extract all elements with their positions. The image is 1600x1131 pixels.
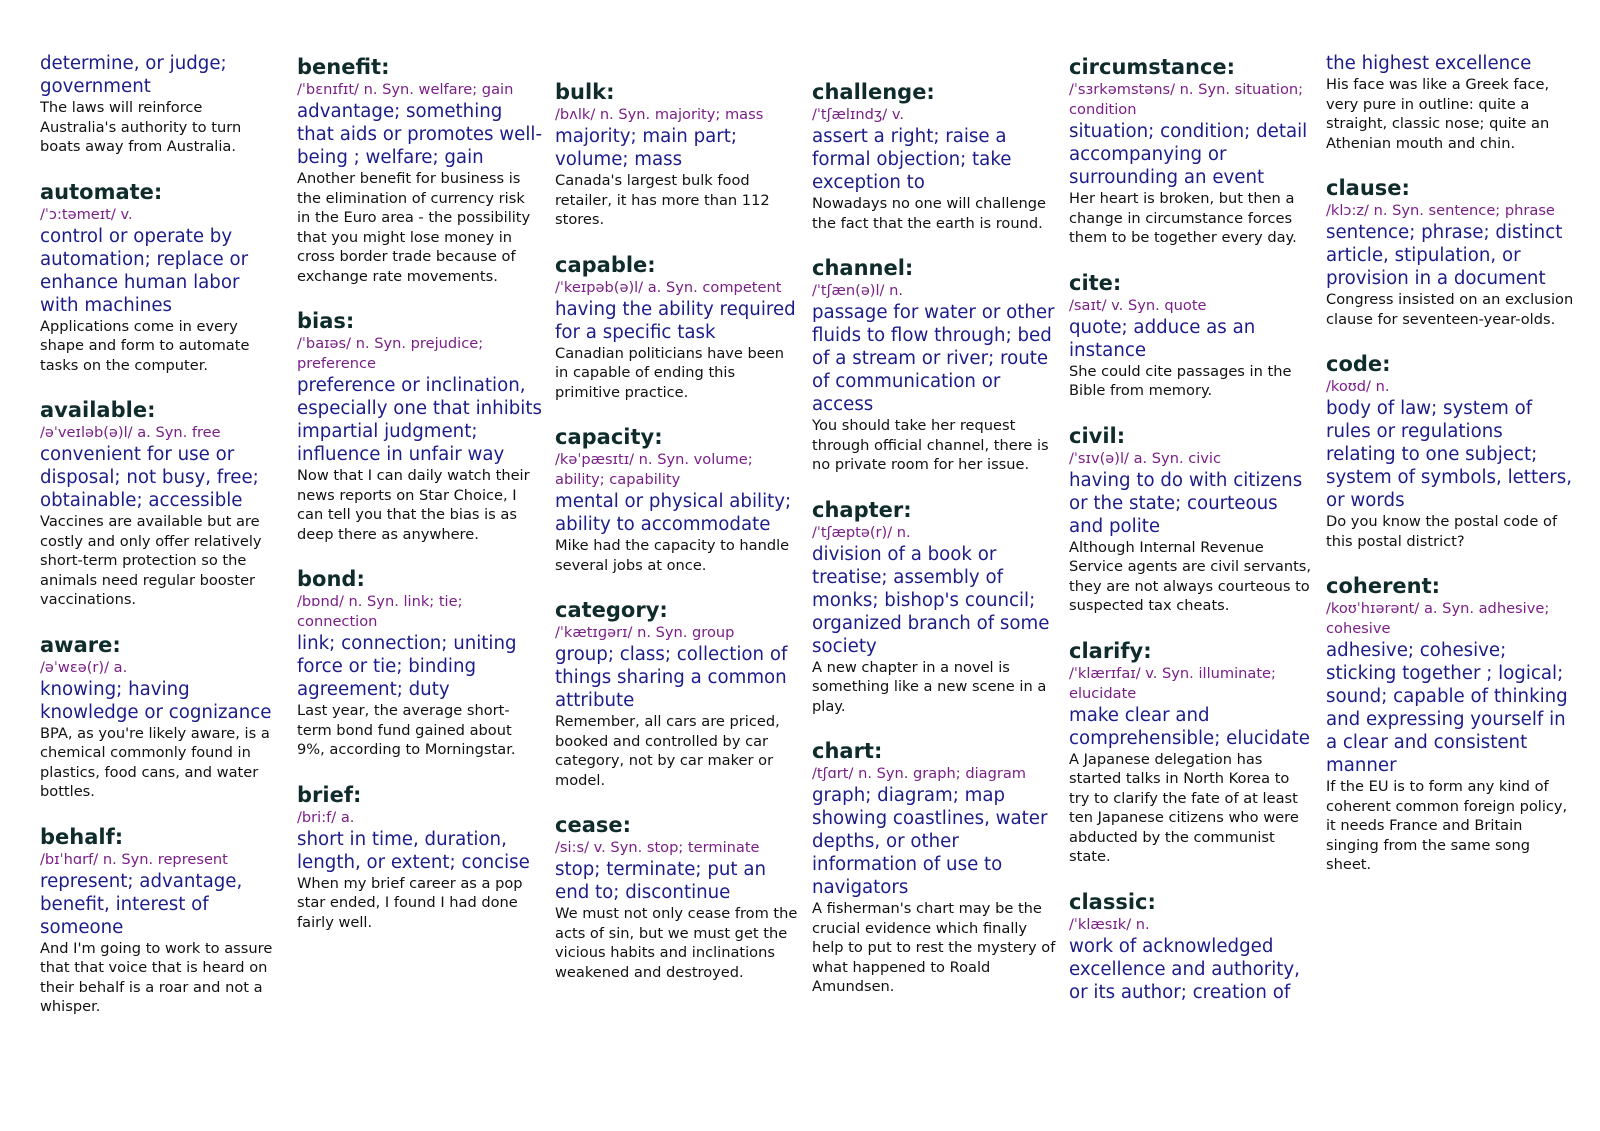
pronunciation: /ˈɔ:təmeɪt/ v. bbox=[40, 205, 133, 223]
headword: channel: bbox=[812, 256, 914, 280]
pronunciation: /klɔ:z/ n. Syn. sentence; phrase bbox=[1326, 202, 1555, 219]
entry-circumstance bbox=[1069, 54, 1314, 248]
pronunciation: /koʊˈhɪərənt/ a. Syn. adhesive; cohesive bbox=[1326, 600, 1550, 637]
definition: represent; advantage, benefit, interest of someone bbox=[40, 870, 243, 938]
definition: having the ability required for a specific task bbox=[555, 298, 796, 343]
headword: civil: bbox=[1069, 423, 1126, 448]
headword: automate: bbox=[40, 179, 163, 204]
pronunciation: /bri:f/ a. bbox=[297, 808, 355, 826]
entry-civil bbox=[1069, 423, 1314, 616]
example: Her heart is broken, but then a change in circumstance forces them to be together every day. bbox=[1069, 190, 1297, 246]
definition: determine, or judge; government bbox=[40, 53, 227, 97]
entry-cease bbox=[555, 812, 800, 982]
headword: benefit: bbox=[297, 55, 390, 79]
pronunciation: /ˈkætɪɡərɪ/ n. Syn. group bbox=[555, 624, 735, 641]
example: And I'm going to work to assure that that voice that is heard on their behalf is a roar and not a whisper. bbox=[40, 939, 273, 1015]
column-5 bbox=[1069, 54, 1314, 1026]
entry-available bbox=[40, 397, 275, 610]
pronunciation: /əˈwɛə(r)/ a. bbox=[40, 658, 128, 676]
definition: graph; diagram; map showing coastlines, water depths, or other information of use to navigators bbox=[812, 785, 1048, 898]
column-1 bbox=[40, 52, 275, 1039]
example: Last year, the average short-term bond fund gained about 9%, according to Morningstar. bbox=[297, 702, 516, 758]
entry-bond bbox=[297, 566, 542, 760]
pronunciation: /bɒnd/ n. Syn. link; tie; connection bbox=[297, 593, 463, 630]
headword: coherent: bbox=[1326, 574, 1441, 598]
definition: sentence; phrase; distinct article, stipulation, or provision in a document bbox=[1326, 222, 1563, 289]
definition: passage for water or other fluids to flow through; bed of a stream or river; route of communication or access bbox=[812, 302, 1055, 415]
entry-chapter bbox=[812, 497, 1057, 717]
example: Congress insisted on an exclusion clause for seventeen-year-olds. bbox=[1326, 291, 1574, 328]
example: We must not only cease from the acts of sin, but we must get the vicious habits and inclinations weakened and destroyed. bbox=[555, 905, 798, 981]
entry-benefit bbox=[297, 54, 542, 286]
headword: behalf: bbox=[40, 824, 124, 849]
entry-cite bbox=[1069, 270, 1314, 401]
entry-brief bbox=[297, 782, 542, 933]
entry-aware bbox=[40, 632, 275, 802]
definition: division of a book or treatise; assembly of monks; bishop's council; organized branch of some society bbox=[812, 543, 1050, 657]
definition: majority; main part; volume; mass bbox=[555, 126, 738, 170]
column-6 bbox=[1326, 52, 1576, 897]
example: She could cite passages in the Bible from memory. bbox=[1069, 362, 1292, 399]
example: A Japanese delegation has started talks in North Korea to try to clarify the fate of at least ten Japanese citizens who were abducted by the communist state. bbox=[1069, 750, 1299, 865]
headword: cease: bbox=[555, 813, 632, 837]
entry-code bbox=[1326, 351, 1576, 551]
pronunciation: /koʊd/ n. bbox=[1326, 378, 1390, 395]
pronunciation: /ˈtʃæn(ə)l/ n. bbox=[812, 282, 903, 299]
entry-behalf bbox=[40, 824, 275, 1017]
headword: clause: bbox=[1326, 176, 1410, 200]
example: You should take her request through official channel, there is no private room for her issue. bbox=[812, 417, 1049, 473]
example: Canada's largest bulk food retailer, it has more than 112 stores. bbox=[555, 172, 770, 228]
definition: make clear and comprehensible; elucidate bbox=[1069, 704, 1310, 749]
pronunciation: /kəˈpæsɪtɪ/ n. Syn. volume; ability; capability bbox=[555, 451, 753, 488]
pronunciation: /si:s/ v. Syn. stop; terminate bbox=[555, 839, 760, 856]
example: When my brief career as a pop star ended, I found I had done fairly well. bbox=[297, 874, 523, 931]
pronunciation: /əˈveɪləb(ə)l/ a. Syn. free bbox=[40, 424, 221, 441]
headword: bias: bbox=[297, 309, 355, 333]
headword: classic: bbox=[1069, 889, 1156, 914]
example: If the EU is to form any kind of coherent common foreign policy, it needs France and Britain singing from the same song sheet. bbox=[1326, 778, 1568, 873]
pronunciation: /bʌlk/ n. Syn. majority; mass bbox=[555, 106, 764, 123]
entry-clause bbox=[1326, 175, 1576, 329]
entry-continued-determine bbox=[40, 52, 275, 157]
definition: adhesive; cohesive; sticking together ; logical; sound; capable of thinking and expressing yourself in a clear and consistent manner bbox=[1326, 640, 1568, 776]
column-4 bbox=[812, 79, 1057, 1019]
pronunciation: /ˈklærɪfaɪ/ v. Syn. illuminate; elucidate bbox=[1069, 664, 1276, 702]
definition: body of law; system of rules or regulations relating to one subject; system of symbols, letters, or words bbox=[1326, 398, 1572, 511]
headword: clarify: bbox=[1069, 638, 1152, 663]
example: His face was like a Greek face, very pure in outline: quite a straight, classic nose; quite an Athenian mouth and chin. bbox=[1326, 76, 1550, 152]
definition: work of acknowledged excellence and authority, or its author; creation of bbox=[1069, 935, 1300, 1003]
column-2 bbox=[297, 54, 542, 954]
example: A fisherman's chart may be the crucial evidence which finally help to put to rest the mystery of what happened to Roald Amundsen. bbox=[812, 900, 1056, 995]
headword: bond: bbox=[297, 567, 365, 591]
pronunciation: /ˈkeɪpəb(ə)l/ a. Syn. competent bbox=[555, 278, 782, 296]
example: Although Internal Revenue Service agents are civil servants, they are not always courteous to suspected tax cheats. bbox=[1069, 538, 1312, 614]
definition: convenient for use or disposal; not busy, free; obtainable; accessible bbox=[40, 444, 259, 511]
example: A new chapter in a novel is something like a new scene in a play. bbox=[812, 658, 1047, 715]
entry-bulk bbox=[555, 79, 800, 230]
definition: control or operate by automation; replace or enhance human labor with machines bbox=[40, 225, 249, 316]
definition: situation; condition; detail accompanying or surrounding an event bbox=[1069, 121, 1308, 188]
pronunciation: /ˈtʃæptə(r)/ n. bbox=[812, 523, 911, 541]
pronunciation: /ˈklæsɪk/ n. bbox=[1069, 915, 1150, 933]
example: Remember, all cars are priced, booked and controlled by car category, not by car maker or model. bbox=[555, 713, 780, 789]
headword: cite: bbox=[1069, 270, 1122, 295]
entry-challenge bbox=[812, 79, 1057, 233]
example: Do you know the postal code of this postal district? bbox=[1326, 513, 1558, 550]
headword: bulk: bbox=[555, 80, 615, 104]
entry-capacity bbox=[555, 424, 800, 575]
definition: advantage; something that aids or promotes well-being ; welfare; gain bbox=[297, 101, 543, 168]
headword: capacity: bbox=[555, 425, 663, 449]
definition: stop; terminate; put an end to; discontinue bbox=[555, 859, 766, 903]
headword: available: bbox=[40, 398, 156, 422]
headword: brief: bbox=[297, 782, 362, 807]
example: Another benefit for business is the elimination of currency risk in the Euro area - the possibility that you might lose money in cross border trade because of exchange rate movements. bbox=[297, 170, 531, 285]
definition: assert a right; raise a formal objection; take exception to bbox=[812, 126, 1012, 193]
definition: knowing; having knowledge or cognizance bbox=[40, 678, 272, 723]
headword: chart: bbox=[812, 739, 883, 763]
entry-clarify bbox=[1069, 638, 1314, 867]
definition: short in time, duration, length, or extent; concise bbox=[297, 828, 530, 873]
definition: the highest excellence bbox=[1326, 53, 1532, 74]
definition: link; connection; uniting force or tie; binding agreement; duty bbox=[297, 633, 517, 700]
definition: preference or inclination, especially one that inhibits impartial judgment; influence in unfair way bbox=[297, 375, 542, 465]
example: Now that I can daily watch their news reports on Star Choice, I can tell you that the bias is as deep there as anywhere. bbox=[297, 467, 530, 543]
pronunciation: /ˈbaɪəs/ n. Syn. prejudice; preference bbox=[297, 335, 484, 372]
headword: code: bbox=[1326, 352, 1391, 376]
pronunciation: /saɪt/ v. Syn. quote bbox=[1069, 296, 1207, 314]
entry-automate bbox=[40, 179, 275, 376]
pronunciation: /tʃɑrt/ n. Syn. graph; diagram bbox=[812, 765, 1026, 782]
entry-coherent bbox=[1326, 573, 1576, 875]
headword: aware: bbox=[40, 632, 121, 657]
entry-category bbox=[555, 597, 800, 790]
example: Vaccines are available but are costly and only offer relatively short-term protection so the animals need regular booster vaccinations. bbox=[40, 513, 262, 608]
headword: category: bbox=[555, 598, 668, 622]
pronunciation: /bɪˈhɑrf/ n. Syn. represent bbox=[40, 850, 228, 868]
pronunciation: /ˈsɪv(ə)l/ a. Syn. civic bbox=[1069, 449, 1222, 467]
definition: mental or physical ability; ability to accommodate bbox=[555, 491, 792, 535]
pronunciation: /ˈbɛnɪfɪt/ n. Syn. welfare; gain bbox=[297, 81, 514, 98]
example: The laws will reinforce Australia's authority to turn boats away from Australia. bbox=[40, 99, 242, 155]
example: BPA, as you're likely aware, is a chemical commonly found in plastics, food cans, and water bottles. bbox=[40, 724, 270, 800]
entry-channel bbox=[812, 255, 1057, 475]
entry-continued-classic bbox=[1326, 52, 1576, 153]
definition: quote; adduce as an instance bbox=[1069, 316, 1256, 361]
headword: capable: bbox=[555, 252, 656, 277]
entry-capable bbox=[555, 252, 800, 403]
entry-chart bbox=[812, 738, 1057, 997]
example: Applications come in every shape and form to automate tasks on the computer. bbox=[40, 317, 250, 374]
example: Canadian politicians have been in capable of ending this primitive practice. bbox=[555, 344, 784, 401]
definition: group; class; collection of things sharing a common attribute bbox=[555, 644, 788, 711]
pronunciation: /ˈtʃælɪndʒ/ v. bbox=[812, 106, 905, 123]
example: Nowadays no one will challenge the fact that the earth is round. bbox=[812, 195, 1046, 232]
pronunciation: /ˈsɜrkəmstəns/ n. Syn. situation; condition bbox=[1069, 81, 1304, 118]
headword: circumstance: bbox=[1069, 55, 1236, 79]
definition: having to do with citizens or the state; courteous and polite bbox=[1069, 469, 1303, 537]
entry-bias bbox=[297, 308, 542, 544]
column-3 bbox=[555, 79, 800, 1004]
example: Mike had the capacity to handle several jobs at once. bbox=[555, 537, 790, 574]
headword: chapter: bbox=[812, 497, 912, 522]
headword: challenge: bbox=[812, 80, 935, 104]
entry-classic bbox=[1069, 889, 1314, 1004]
